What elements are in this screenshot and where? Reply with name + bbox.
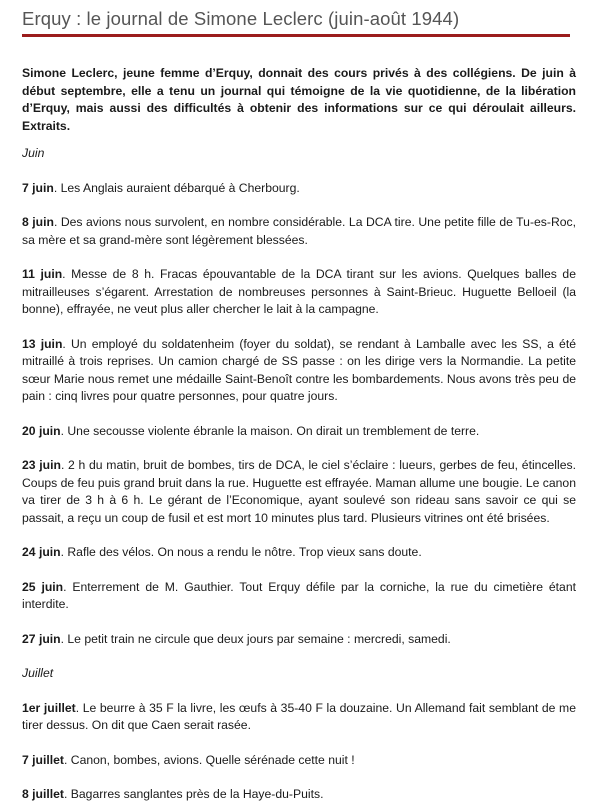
entry-date: 8 juillet xyxy=(22,787,64,801)
journal-entry xyxy=(22,214,576,249)
page-title: Erquy : le journal de Simone Leclerc (juin-août 1944) xyxy=(22,8,460,29)
entry-date: 24 juin xyxy=(22,545,61,559)
entry-date: 25 juin xyxy=(22,579,64,594)
month-heading-juin: Juin xyxy=(22,146,45,160)
journal-entry xyxy=(22,700,576,735)
entry-date: 23 juin xyxy=(22,458,61,472)
title-divider xyxy=(22,34,570,37)
entry-date: 27 juin xyxy=(22,631,61,646)
entry-text: . Les Anglais auraient débarqué à Cherbourg. xyxy=(53,180,300,195)
journal-entry xyxy=(22,423,576,441)
entry-text: . Bagarres sanglantes près de la Haye-du-Puits. xyxy=(64,787,324,801)
journal-entry xyxy=(22,786,576,804)
entry-text: . 2 h du matin, bruit de bombes, tirs de DCA, le ciel s’éclaire : lueurs, gerbes de feu, étincelles. Coups de feu puis grand bruit dans la rue. Huguette est effrayée. Maman allume une bougie. Le canon va tirer de 3 h à 6 h. Le gérant de l’Economique, ayant soulevé son rideau sans savoir ce qui se passait, a reçu un coup de fusil et est mort 10 minutes plus tard. Plusieurs vitrines ont été brisées. xyxy=(22,458,576,525)
journal-entry xyxy=(22,336,576,406)
entry-text: . Un employé du soldatenheim (foyer du soldat), se rendant à Lamballe avec les SS, a été mitraillé à trois reprises. Un camion chargé de SS passe : on les dirige vers la Normandie. La petite sœur Marie nous remet une médaille Saint-Benoît contre les bombardements. Nous avons très peu de pain : cinq livres pour quatre personnes, pour quatre jours. xyxy=(22,336,576,403)
journal-entry xyxy=(22,457,576,527)
entry-text: . Le petit train ne circule que deux jours par semaine : mercredi, samedi. xyxy=(60,631,451,646)
entry-text: . Enterrement de M. Gauthier. Tout Erquy défile par la corniche, la rue du cimetière étant interdite. xyxy=(22,579,576,611)
journal-entry xyxy=(22,544,576,562)
entry-text: . Canon, bombes, avions. Quelle sérénade cette nuit ! xyxy=(64,752,355,767)
entry-date: 8 juin xyxy=(22,215,54,229)
entry-date: 7 juin xyxy=(22,180,54,195)
entry-date: 1er juillet xyxy=(22,700,76,715)
entry-text: . Rafle des vélos. On nous a rendu le nôtre. Trop vieux sans doute. xyxy=(60,545,422,559)
journal-entry xyxy=(22,752,576,770)
entry-text: . Une secousse violente ébranle la maison. On dirait un tremblement de terre. xyxy=(60,423,480,438)
journal-entry xyxy=(22,631,576,649)
month-heading-juillet: Juillet xyxy=(22,666,54,680)
entry-date: 13 juin xyxy=(22,336,63,351)
intro-paragraph: Simone Leclerc, jeune femme d’Erquy, donnait des cours privés à des collégiens. De juin à début septembre, elle a tenu un journal qui témoigne de la vie quotidienne, de la libération d’Erquy, mais aussi des difficultés à obtenir des informations sur ce qui déroulait ailleurs. Extraits. xyxy=(22,66,576,133)
entry-date: 7 juillet xyxy=(22,752,64,767)
journal-entry xyxy=(22,266,576,319)
entry-text: . Des avions nous survolent, en nombre considérable. La DCA tire. Une petite fille de Tu-es-Roc, sa mère et sa grand-mère sont légèrement blessées. xyxy=(22,215,577,247)
entry-date: 20 juin xyxy=(22,423,61,438)
journal-entry xyxy=(22,579,576,614)
journal-entry xyxy=(22,180,576,198)
entry-text: . Messe de 8 h. Fracas épouvantable de la DCA tirant sur les avions. Quelques balles de mitrailleuses s’égarent. Arrestation de nombreuses personnes à Saint-Brieuc. Huguette Belloeil (la bonne), effrayée, ne veut plus aller chercher le lait à la campagne. xyxy=(22,267,576,316)
entry-date: 11 juin xyxy=(22,267,63,281)
entry-text: . Le beurre à 35 F la livre, les œufs à 35-40 F la douzaine. Un Allemand fait semblant de me tirer dessus. On dit que Caen serait rasée. xyxy=(22,700,576,732)
